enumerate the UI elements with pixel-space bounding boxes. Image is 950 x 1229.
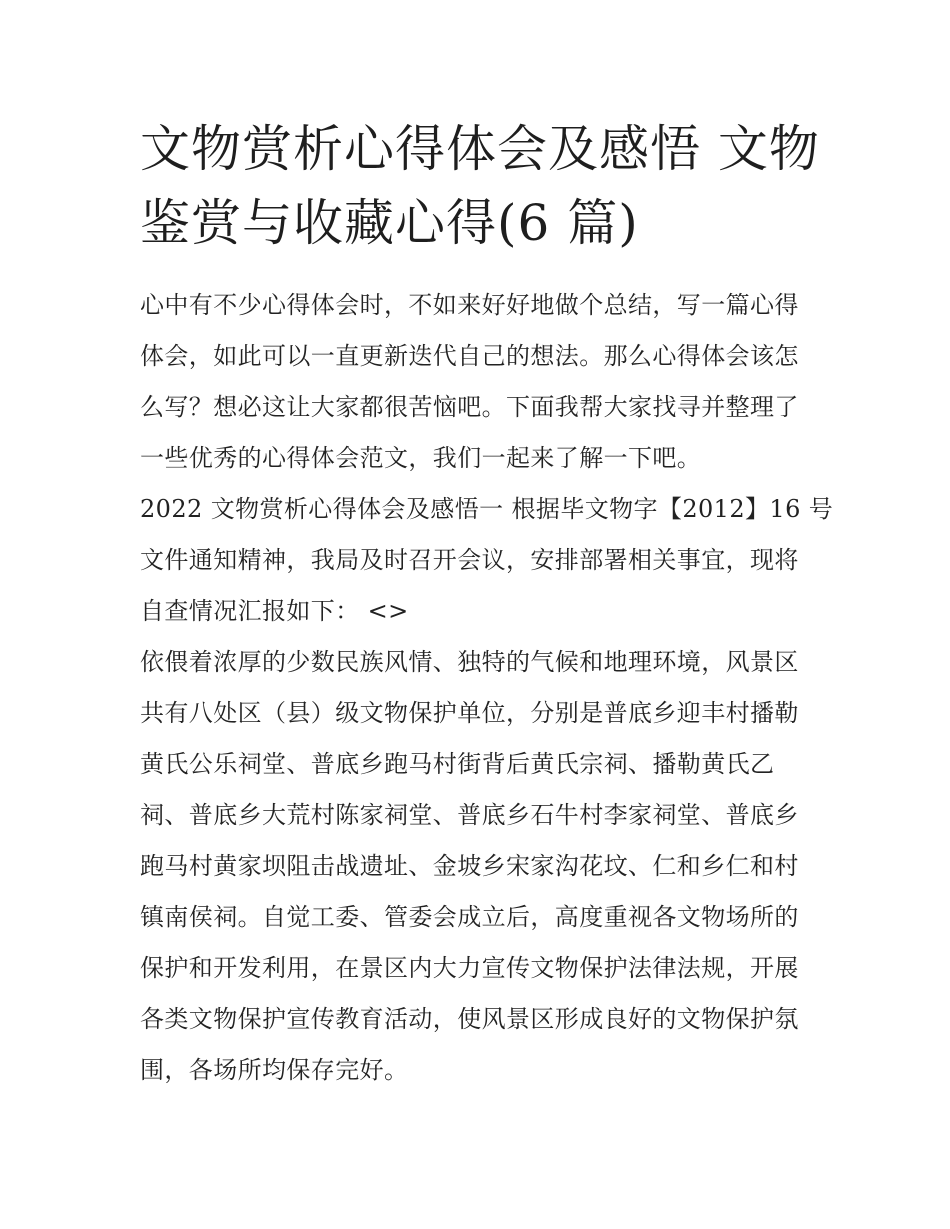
- text-line: 文件通知精神，我局及时召开会议，安排部署相关事宜，现将: [140, 546, 799, 574]
- document-title: [140, 112, 820, 260]
- document-body: [140, 280, 834, 1096]
- text-line: 围，各场所均保存完好。: [140, 1056, 409, 1084]
- text-line: 么写？想必这让大家都很苦恼吧。下面我帮大家找寻并整理了: [140, 393, 799, 421]
- report-paragraph: [140, 484, 834, 637]
- text-line: 跑马村黄家坝阻击战遗址、金坡乡宋家沟花坟、仁和乡仁和村: [140, 852, 799, 880]
- text-line: 保护和开发利用，在景区内大力宣传文物保护法律法规，开展: [140, 954, 799, 982]
- text-line: 各类文物保护宣传教育活动，使风景区形成良好的文物保护氛: [140, 1005, 799, 1033]
- text-line: 祠、普底乡大荒村陈家祠堂、普底乡石牛村李家祠堂、普底乡: [140, 801, 799, 829]
- text-line: 自查情况汇报如下： <>: [140, 597, 409, 625]
- text-line: 黄氏公乐祠堂、普底乡跑马村街背后黄氏宗祠、播勒黄氏乙: [140, 750, 775, 778]
- title-line: 文物赏析心得体会及感悟 文物: [140, 120, 820, 178]
- text-line: 2022 文物赏析心得体会及感悟一 根据毕文物字【2012】16 号: [140, 495, 834, 523]
- title-line: 鉴赏与收藏心得(6 篇): [140, 194, 639, 252]
- text-line: 一些优秀的心得体会范文，我们一起来了解一下吧。: [140, 444, 702, 472]
- text-line: 镇南侯祠。自觉工委、管委会成立后，高度重视各文物场所的: [140, 903, 799, 931]
- heritage-paragraph: [140, 637, 820, 1096]
- intro-paragraph: [140, 280, 820, 484]
- text-line: 体会，如此可以一直更新迭代自己的想法。那么心得体会该怎: [140, 342, 799, 370]
- text-line: 共有八处区（县）级文物保护单位，分别是普底乡迎丰村播勒: [140, 699, 799, 727]
- text-line: 心中有不少心得体会时，不如来好好地做个总结，写一篇心得: [140, 291, 799, 319]
- text-line: 依偎着浓厚的少数民族风情、独特的气候和地理环境，风景区: [140, 648, 799, 676]
